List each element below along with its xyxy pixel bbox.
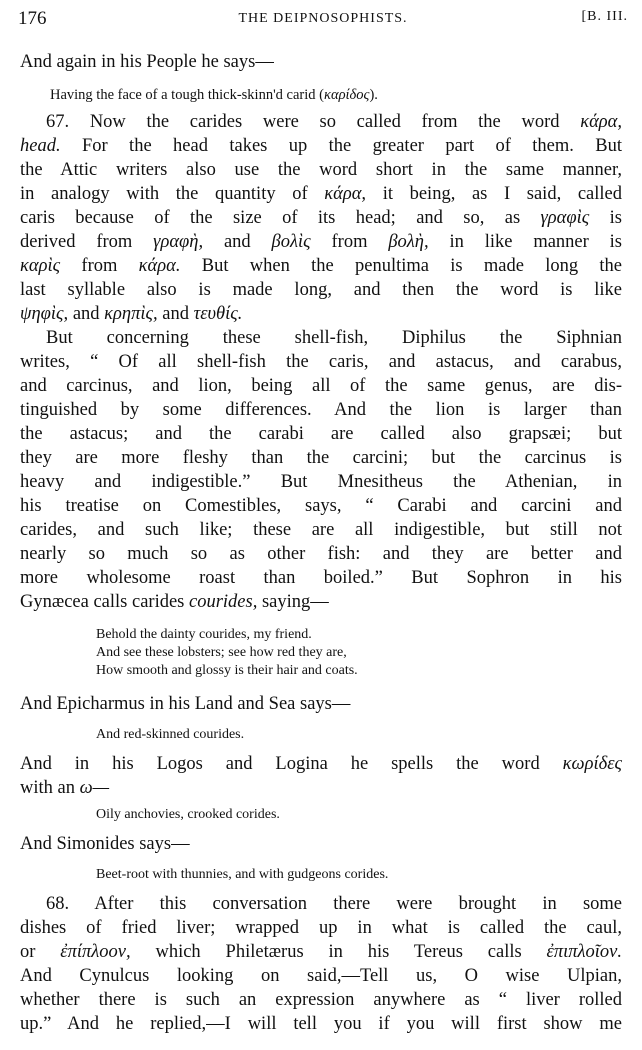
greek-word: καρὶς xyxy=(20,256,61,276)
text-line: carides, and such like; these are all indigestible, but still not xyxy=(20,520,622,540)
text-line: last syllable also is made long, and then the word is like xyxy=(20,280,622,300)
text-line: more wholesome roast than boiled.” But Sophron in his xyxy=(20,568,622,588)
greek-word: ἐπίπλοον, xyxy=(60,942,131,962)
book-marker: [B. III. xyxy=(581,9,628,24)
text-line xyxy=(20,776,622,800)
text-line: And Cynulcus looking on said,—Tell us, O wise Ulpian, xyxy=(20,966,622,986)
greek-word: καρίδος xyxy=(324,87,370,103)
greek-word: κάρα, xyxy=(580,112,622,132)
text-run: saying— xyxy=(257,592,329,612)
page-header xyxy=(18,8,628,34)
text-run: in analogy with the quantity of xyxy=(20,184,325,204)
text-line: 68. After this conversation there were brought in some xyxy=(46,894,622,914)
greek-word: γραφὶς xyxy=(540,208,590,228)
text-run: or xyxy=(20,942,61,962)
text-line xyxy=(20,182,622,206)
verse-line: How smooth and glossy is their hair and coats. xyxy=(96,663,358,678)
italic-word: courides, xyxy=(189,592,258,612)
text-line xyxy=(20,230,622,254)
text-line xyxy=(20,254,622,278)
text-run: caris because of the size of its head; and so, as xyxy=(20,208,541,228)
text-line xyxy=(20,940,622,964)
text-line xyxy=(20,590,622,614)
verse-line: Beet-root with thunnies, and with gudgeons corides. xyxy=(96,867,389,882)
text-run: it being, as I said, called xyxy=(366,184,622,204)
text-run: 67. Now the carides were so called from the word xyxy=(46,112,581,132)
text-line: And Epicharmus in his Land and Sea says— xyxy=(20,694,351,714)
text-run: But when the penultima is made long the xyxy=(180,256,622,276)
text-line xyxy=(20,752,622,776)
text-run: Gynæcea calls carides xyxy=(20,592,189,612)
text-line: his treatise on Comestibles, says, “ Carabi and carcini and xyxy=(20,496,622,516)
text-run: derived from xyxy=(20,232,154,252)
italic-word: head. xyxy=(20,136,61,156)
verse-line: Behold the dainty courides, my friend. xyxy=(96,627,312,642)
page-number: 176 xyxy=(18,8,47,29)
text-line: up.” And he replied,—I will tell you if you will first show me xyxy=(20,1014,622,1034)
text-line: dishes of fried liver; wrapped up in what is called the caul, xyxy=(20,918,622,938)
quote-text: Having the face of a tough thick-skinn'd carid ( xyxy=(50,87,324,103)
text-run: and xyxy=(68,304,105,324)
text-line: writes, “ Of all shell-fish the caris, and astacus, and carabus, xyxy=(20,352,622,372)
text-line: the Attic writers also use the word short in the same manner, xyxy=(20,160,622,180)
greek-word: κάρα, xyxy=(324,184,367,204)
text-line: But concerning these shell-fish, Diphilus the Siphnian xyxy=(46,328,622,348)
greek-word: βολὴ, xyxy=(388,232,429,252)
text-line: And again in his People he says— xyxy=(20,52,274,72)
text-run: with an xyxy=(20,778,80,798)
greek-word: κωρίδες xyxy=(562,754,622,774)
text-line xyxy=(20,134,622,158)
text-run: in like manner is xyxy=(428,232,622,252)
quote-text: ). xyxy=(369,87,378,103)
text-run: and xyxy=(203,232,272,252)
greek-word: τευθίς. xyxy=(193,304,243,324)
text-run: from xyxy=(60,256,139,276)
text-run: is xyxy=(589,208,622,228)
verse-line: Oily anchovies, crooked corides. xyxy=(96,807,280,822)
text-line: and carcinus, and lion, being all of the same genus, are dis- xyxy=(20,376,622,396)
greek-word: ψηφὶς, xyxy=(20,304,69,324)
greek-word: γραφὴ, xyxy=(153,232,204,252)
text-line: heavy and indigestible.” But Mnesitheus the Athenian, in xyxy=(20,472,622,492)
text-run: which Philetærus in his Tereus calls xyxy=(130,942,547,962)
quotation xyxy=(50,86,378,104)
text-line xyxy=(20,206,622,230)
verse-line: And see these lobsters; see how red they are, xyxy=(96,645,347,660)
text-line xyxy=(46,110,622,134)
text-line: nearly so much so as other fish: and they are better and xyxy=(20,544,622,564)
text-line: they are more fleshy than the carcini; but the carcinus is xyxy=(20,448,622,468)
text-run: For the head takes up the greater part of them. But xyxy=(60,136,622,156)
text-run: and xyxy=(157,304,194,324)
running-title: THE DEIPNOSOPHISTS. xyxy=(238,11,408,26)
text-line: the astacus; and the carabi are called also grapsæi; but xyxy=(20,424,622,444)
text-run: And in his Logos and Logina he spells the word xyxy=(20,754,563,774)
greek-word: ἐπιπλοῖον. xyxy=(546,942,622,962)
text-line xyxy=(20,302,622,326)
greek-word: βολὶς xyxy=(271,232,311,252)
text-line: tinguished by some differences. And the lion is larger than xyxy=(20,400,622,420)
greek-word: κάρα. xyxy=(138,256,181,276)
greek-word: ω— xyxy=(79,778,110,798)
greek-word: κρηπὶς, xyxy=(104,304,158,324)
text-line: whether there is such an expression anywhere as “ liver rolled xyxy=(20,990,622,1010)
verse-line: And red-skinned courides. xyxy=(96,727,245,742)
text-run: from xyxy=(310,232,389,252)
text-line: And Simonides says— xyxy=(20,834,190,854)
